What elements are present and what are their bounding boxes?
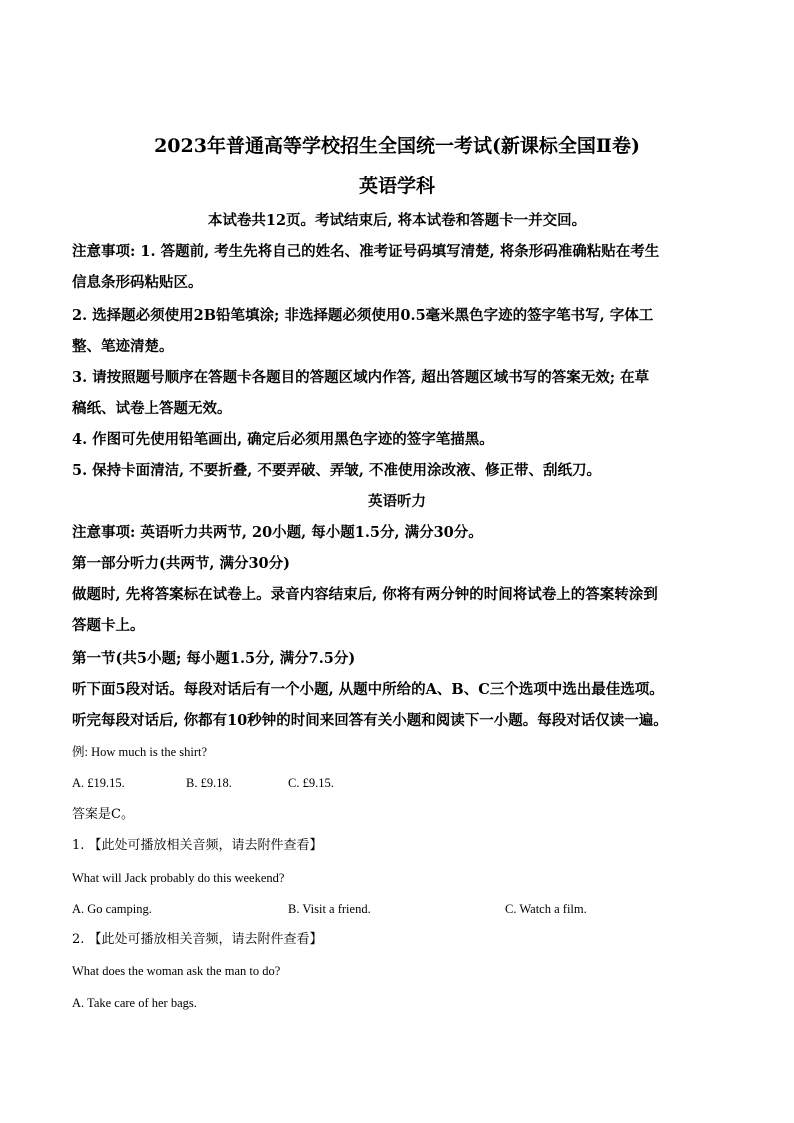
notice-item-4: 4. 作图可先使用铅笔画出, 确定后必须用黑色字迹的签字笔描黑。 bbox=[72, 431, 494, 448]
section1-desc-line-1: 听下面5段对话。每段对话后有一个小题, 从题中所给的A、B、C三个选项中选出最佳选项。 bbox=[72, 681, 664, 698]
example-question: 例: How much is the shirt? bbox=[72, 745, 208, 759]
notice-item-2-line-2: 整、笔迹清楚。 bbox=[72, 338, 174, 355]
question-1-option-c: C. Watch a film. bbox=[505, 902, 587, 916]
example-option-a: A. £19.15. bbox=[72, 776, 125, 790]
question-2-text: What does the woman ask the man to do? bbox=[72, 964, 281, 978]
question-1-option-b: B. Visit a friend. bbox=[288, 902, 371, 916]
section1-desc-line-2: 听完每段对话后, 你都有10秒钟的时间来回答有关小题和阅读下一小题。每段对话仅读一遍。 bbox=[72, 712, 668, 729]
example-option-b: B. £9.18. bbox=[186, 776, 232, 790]
notice-item-3-line-1: 3. 请按照题号顺序在答题卡各题目的答题区域内作答, 超出答题区域书写的答案无效; 在草 bbox=[72, 369, 650, 386]
listening-notice: 注意事项: 英语听力共两节, 20小题, 每小题1.5分, 满分30分。 bbox=[72, 524, 483, 541]
listening-heading: 英语听力 bbox=[368, 493, 426, 510]
notice-item-5: 5. 保持卡面清洁, 不要折叠, 不要弄破、弄皱, 不准使用涂改液、修正带、刮纸刀。 bbox=[72, 462, 601, 479]
exam-title: 2023年普通高等学校招生全国统一考试(新课标全国Ⅱ卷) bbox=[154, 135, 640, 157]
notice-item-3-line-2: 稿纸、试卷上答题无效。 bbox=[72, 400, 232, 417]
question-1-number: 1. 【此处可播放相关音频，请去附件查看】 bbox=[72, 838, 323, 853]
notice-line-2: 信息条形码粘贴区。 bbox=[72, 274, 203, 291]
part1-heading: 第一部分听力(共两节, 满分30分) bbox=[72, 555, 290, 572]
intro-text: 本试卷共12页。考试结束后, 将本试卷和答题卡一并交回。 bbox=[207, 212, 587, 229]
question-1-option-a: A. Go camping. bbox=[72, 902, 152, 916]
section1-heading: 第一节(共5小题; 每小题1.5分, 满分7.5分) bbox=[72, 650, 356, 667]
subject-title: 英语学科 bbox=[358, 175, 435, 197]
notice-line-1: 注意事项: 1. 答题前, 考生先将自己的姓名、准考证号码填写清楚, 将条形码准确粘贴在考生 bbox=[72, 243, 660, 260]
notice-item-2-line-1: 2. 选择题必须使用2B铅笔填涂; 非选择题必须使用0.5毫米黑色字迹的签字笔书写, 字体工 bbox=[72, 307, 654, 324]
part1-desc-line-1: 做题时, 先将答案标在试卷上。录音内容结束后, 你将有两分钟的时间将试卷上的答案转涂到 bbox=[72, 586, 658, 603]
example-option-c: C. £9.15. bbox=[288, 776, 334, 790]
question-1-text: What will Jack probably do this weekend? bbox=[72, 871, 285, 885]
question-2-number: 2. 【此处可播放相关音频，请去附件查看】 bbox=[72, 932, 323, 947]
example-answer: 答案是C。 bbox=[72, 807, 134, 822]
question-2-option-a: A. Take care of her bags. bbox=[72, 996, 197, 1010]
part1-desc-line-2: 答题卡上。 bbox=[72, 617, 145, 634]
